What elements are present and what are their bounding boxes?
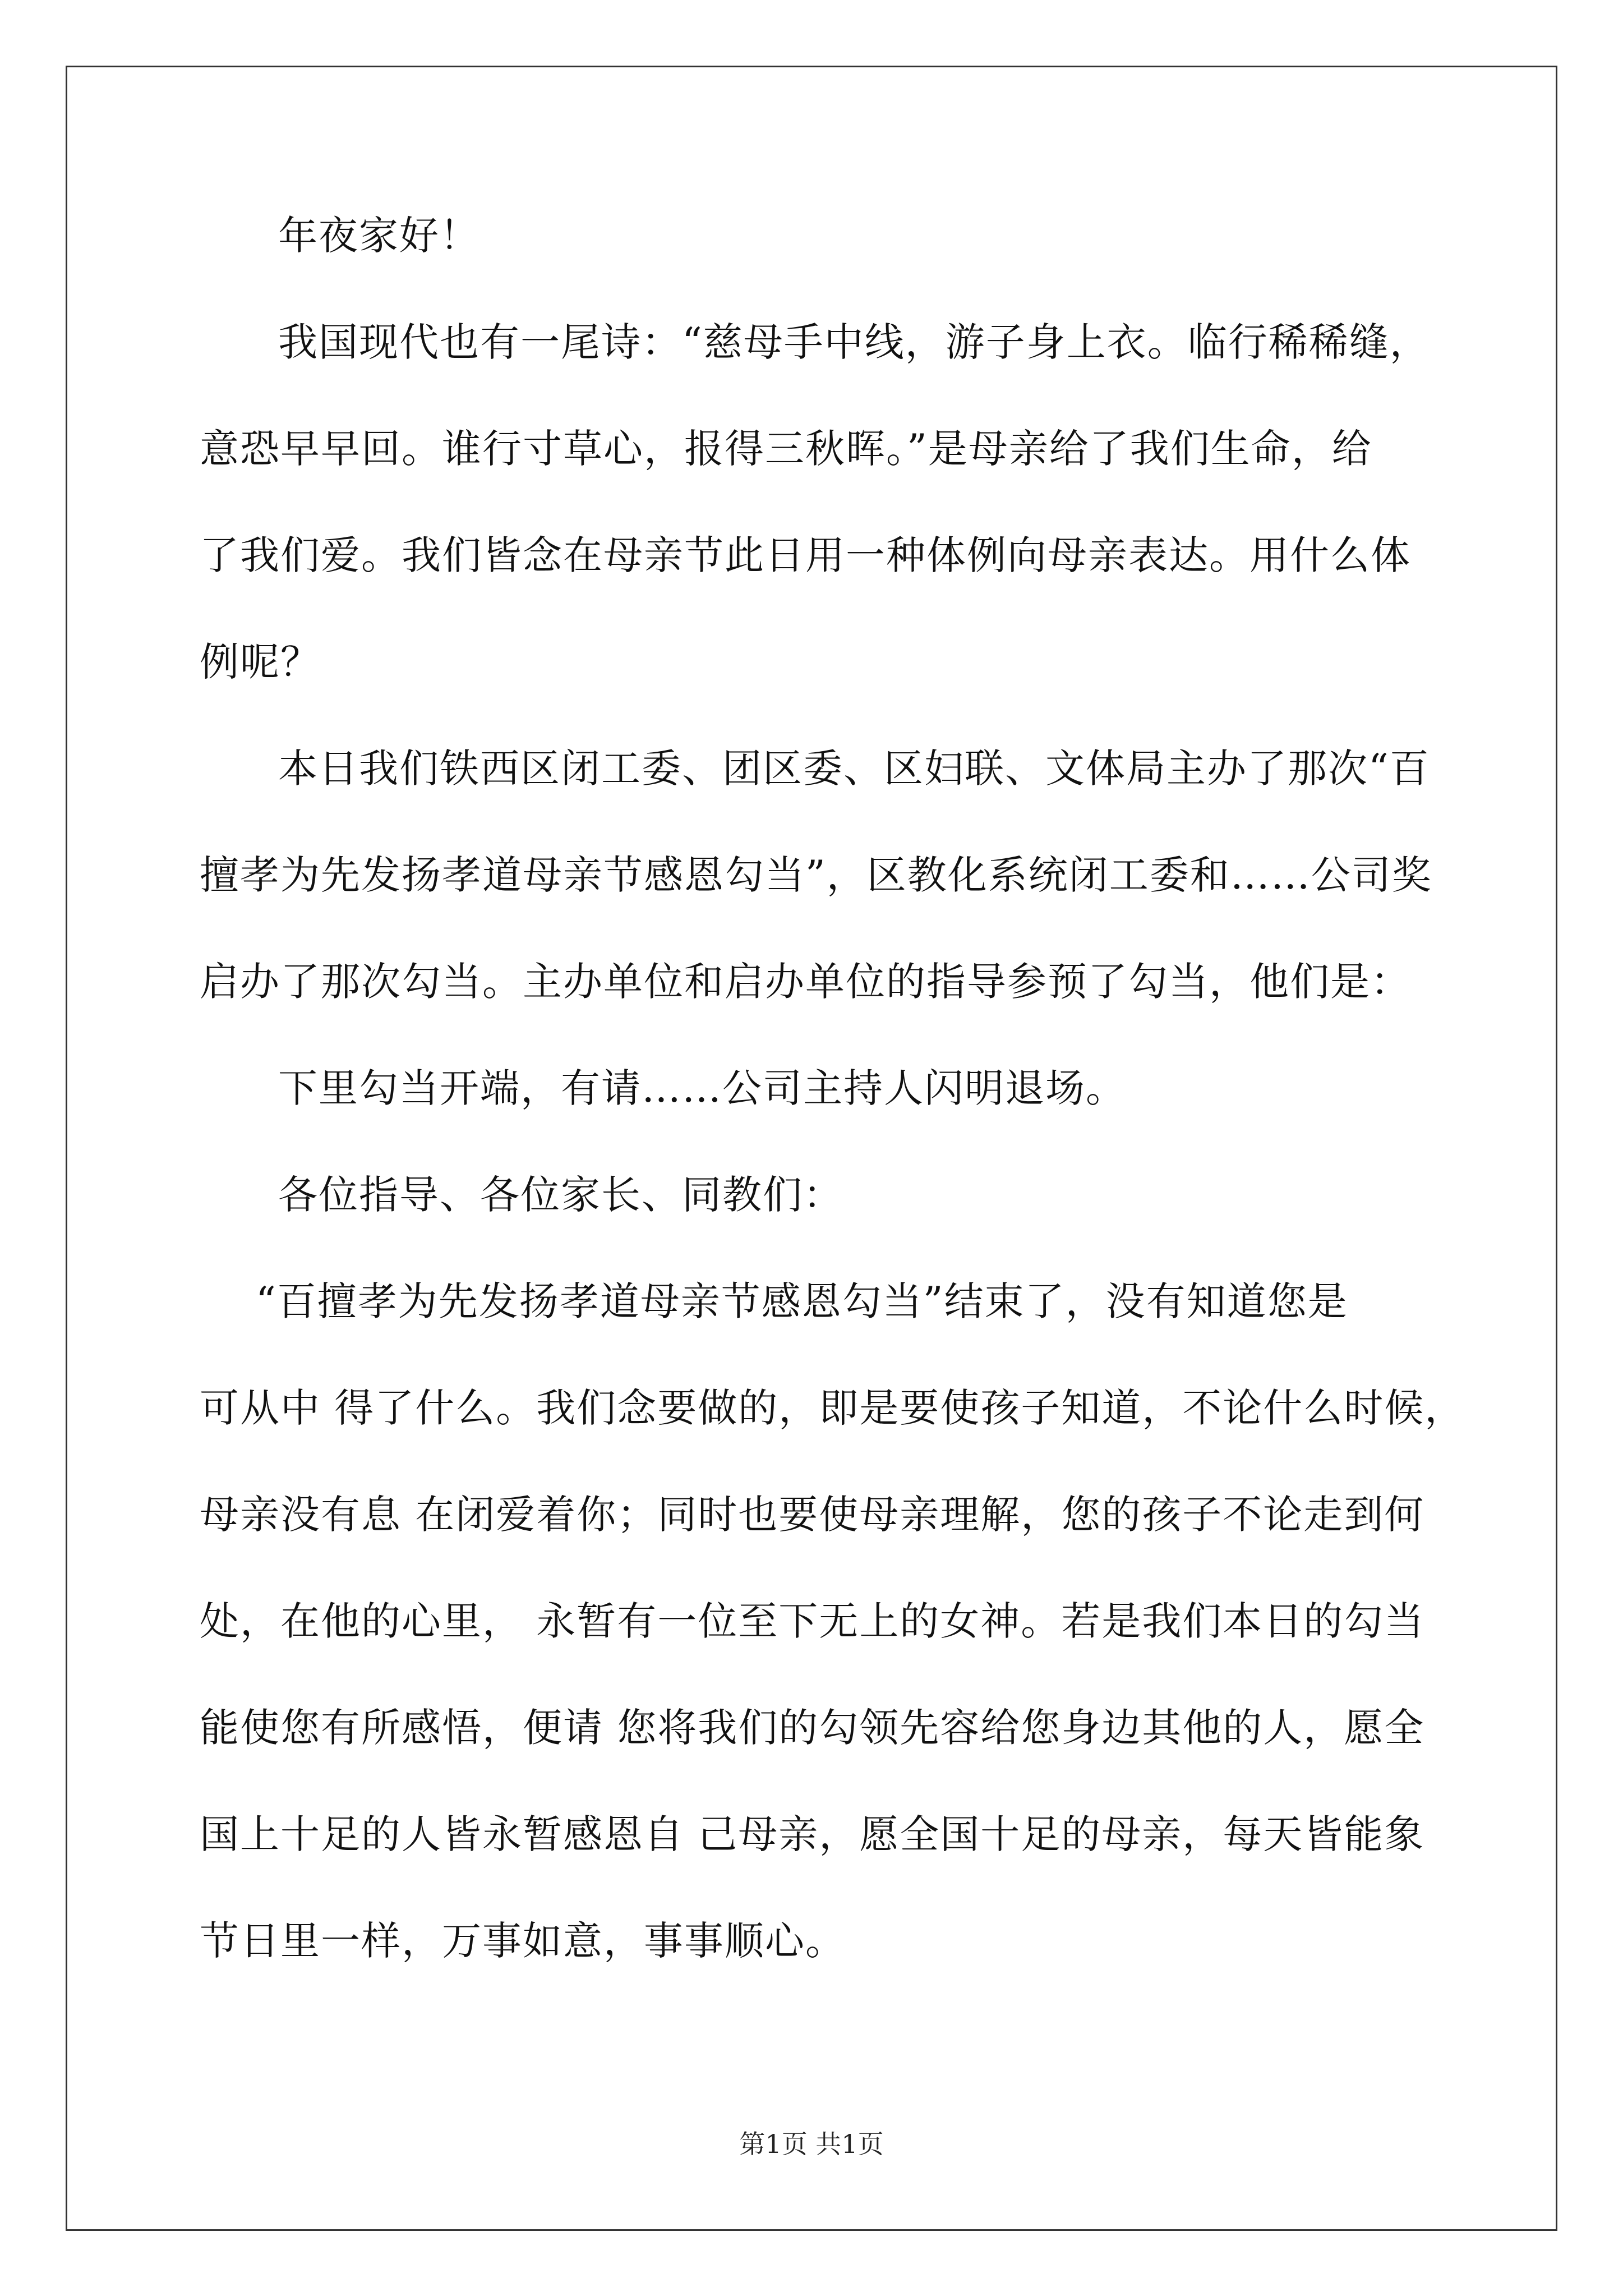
text-line: “百擅孝为先发扬孝道母亲节感恩勾当”结束了，没有知道您是 <box>256 1278 1348 1324</box>
text-line: 各位指导、各位家长、同教们： <box>278 1172 843 1218</box>
text-line: 例呢？ <box>200 639 321 685</box>
text-line: 启办了那次勾当。主办单位和启办单位的指导参预了勾当，他们是： <box>200 959 1411 1005</box>
text-line: 下里勾当开端，有请……公司主持人闪明退场。 <box>278 1065 1126 1111</box>
text-line: 了我们爱。我们皆念在母亲节此日用一种体例向母亲表达。用什么体 <box>200 532 1411 578</box>
page-footer: 第1页 共1页 <box>739 2129 884 2159</box>
text-line: 处，在他的心里， 永暂有一位至下无上的女神。若是我们本日的勾当 <box>200 1598 1425 1644</box>
text-line: 国上十足的人皆永暂感恩自 己母亲，愿全国十足的母亲，每天皆能象 <box>200 1811 1425 1857</box>
text-line: 本日我们铁西区闭工委、团区委、区妇联、文体局主办了那次“百 <box>278 746 1430 792</box>
text-line: 我国现代也有一尾诗：“慈母手中线，游子身上衣。临行稀稀缝， <box>278 319 1430 365</box>
text-line: 母亲没有息 在闭爱着你；同时也要使母亲理解，您的孩子不论走到何 <box>200 1492 1425 1538</box>
page-border <box>66 66 1557 2231</box>
text-line: 能使您有所感悟，便请 您将我们的勾领先容给您身边其他的人，愿全 <box>200 1705 1425 1751</box>
text-line: 可从中 得了什么。我们念要做的，即是要使孩子知道，不论什么时候， <box>200 1385 1465 1431</box>
text-line: 年夜家好！ <box>278 213 480 259</box>
text-line: 擅孝为先发扬孝道母亲节感恩勾当”，区教化系统闭工委和……公司奖 <box>200 852 1432 898</box>
text-line: 节日里一样，万事如意，事事顺心。 <box>200 1918 846 1964</box>
text-line: 意恐早早回。谁行寸草心，报得三秋晖。”是母亲给了我们生命，给 <box>200 426 1372 472</box>
